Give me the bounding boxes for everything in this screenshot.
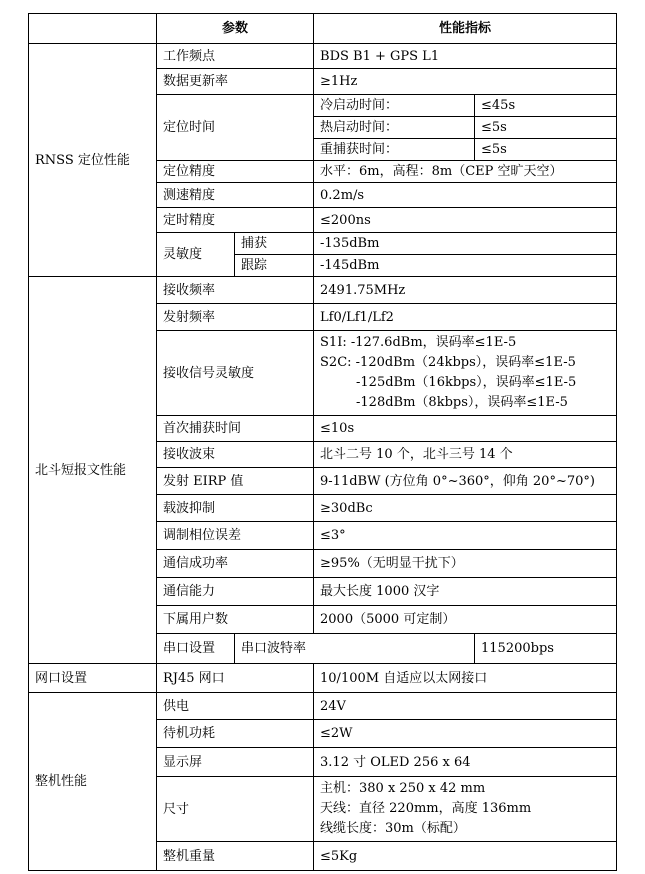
param-value: 24V xyxy=(314,693,617,720)
param-label: 灵敏度 xyxy=(157,233,235,277)
value-line: -125dBm（16kbps），误码率≤1E-5 xyxy=(356,375,577,390)
param-label: 尺寸 xyxy=(157,777,314,842)
category-serial: 串口设置 xyxy=(157,634,235,664)
param-value: 115200bps xyxy=(475,634,617,664)
param-value: -135dBm xyxy=(314,233,617,255)
param-label: RJ45 网口 xyxy=(157,664,314,693)
param-label: 定位精度 xyxy=(157,161,314,183)
param-label: 显示屏 xyxy=(157,748,314,777)
param-value: 最大长度 1000 汉字 xyxy=(314,578,617,606)
category-rnss: RNSS 定位性能 xyxy=(29,44,157,277)
param-label: 载波抑制 xyxy=(157,495,314,522)
param-label: 整机重量 xyxy=(157,842,314,871)
param-label: 定时精度 xyxy=(157,208,314,233)
value-line: S2C: -120dBm（24kbps），误码率≤1E-5 xyxy=(320,355,576,370)
sub-value: ≤5s xyxy=(475,139,617,161)
param-value: 2491.75MHz xyxy=(314,277,617,304)
param-value: 3.12 寸 OLED 256 x 64 xyxy=(314,748,617,777)
param-value: ≥30dBc xyxy=(314,495,617,522)
param-value: ≤10s xyxy=(314,416,617,442)
param-label: 供电 xyxy=(157,693,314,720)
param-label: 调制相位误差 xyxy=(157,522,314,550)
value-line: -128dBm（8kbps），误码率≤1E-5 xyxy=(356,395,568,410)
param-value xyxy=(314,777,617,842)
param-label: 数据更新率 xyxy=(157,69,314,95)
param-value: ≤5Kg xyxy=(314,842,617,871)
header-perf: 性能指标 xyxy=(314,14,617,44)
param-label: 接收频率 xyxy=(157,277,314,304)
sub-label: 冷启动时间： xyxy=(314,95,475,117)
param-value: 10/100M 自适应以太网接口 xyxy=(314,664,617,693)
value-line: S1I: -127.6dBm，误码率≤1E-5 xyxy=(320,335,517,350)
header-blank xyxy=(29,14,157,44)
param-value: ≥95%（无明显干扰下） xyxy=(314,550,617,578)
param-label: 待机功耗 xyxy=(157,720,314,748)
param-value: ≤2W xyxy=(314,720,617,748)
category-beidou: 北斗短报文性能 xyxy=(29,277,157,664)
param-value: BDS B1 + GPS L1 xyxy=(314,44,617,69)
param-value: Lf0/Lf1/Lf2 xyxy=(314,304,617,331)
value-line: 主机：380 x 250 x 42 mm xyxy=(320,781,486,796)
param-value: 北斗二号 10 个，北斗三号 14 个 xyxy=(314,442,617,468)
param-label: 下属用户数 xyxy=(157,606,314,634)
param-label: 首次捕获时间 xyxy=(157,416,314,442)
value-line: 线缆长度：30m（标配） xyxy=(320,821,466,836)
sub-value: ≤45s xyxy=(475,95,617,117)
param-label: 定位时间 xyxy=(157,95,314,161)
param-label: 发射 EIRP 值 xyxy=(157,468,314,495)
spec-table xyxy=(28,13,617,871)
param-label: 工作频点 xyxy=(157,44,314,69)
sub-label: 热启动时间： xyxy=(314,117,475,139)
sub-label: 跟踪 xyxy=(235,255,314,277)
category-machine: 整机性能 xyxy=(29,693,157,871)
category-network: 网口设置 xyxy=(29,664,157,693)
param-value: 9-11dBW (方位角 0°~360°，仰角 20°~70°) xyxy=(314,468,617,495)
param-label: 接收信号灵敏度 xyxy=(157,331,314,416)
sub-value: ≤5s xyxy=(475,117,617,139)
param-label: 测速精度 xyxy=(157,183,314,208)
table-row xyxy=(29,664,617,693)
param-value: 水平：6m，高程：8m（CEP 空旷天空） xyxy=(314,161,617,183)
value-line: 天线：直径 220mm，高度 136mm xyxy=(320,801,532,816)
sub-label: 重捕获时间： xyxy=(314,139,475,161)
param-value: -145dBm xyxy=(314,255,617,277)
param-label: 通信成功率 xyxy=(157,550,314,578)
param-label: 通信能力 xyxy=(157,578,314,606)
param-value: 2000（5000 可定制） xyxy=(314,606,617,634)
param-value: 0.2m/s xyxy=(314,183,617,208)
header-param: 参数 xyxy=(157,14,314,44)
header-row xyxy=(29,14,617,44)
param-value xyxy=(314,331,617,416)
param-label: 发射频率 xyxy=(157,304,314,331)
table-row xyxy=(29,44,617,69)
param-label: 串口波特率 xyxy=(235,634,475,664)
param-value: ≤200ns xyxy=(314,208,617,233)
param-value: ≥1Hz xyxy=(314,69,617,95)
sub-label: 捕获 xyxy=(235,233,314,255)
table-row xyxy=(29,277,617,304)
param-value: ≤3° xyxy=(314,522,617,550)
param-label: 接收波束 xyxy=(157,442,314,468)
table-row xyxy=(29,693,617,720)
